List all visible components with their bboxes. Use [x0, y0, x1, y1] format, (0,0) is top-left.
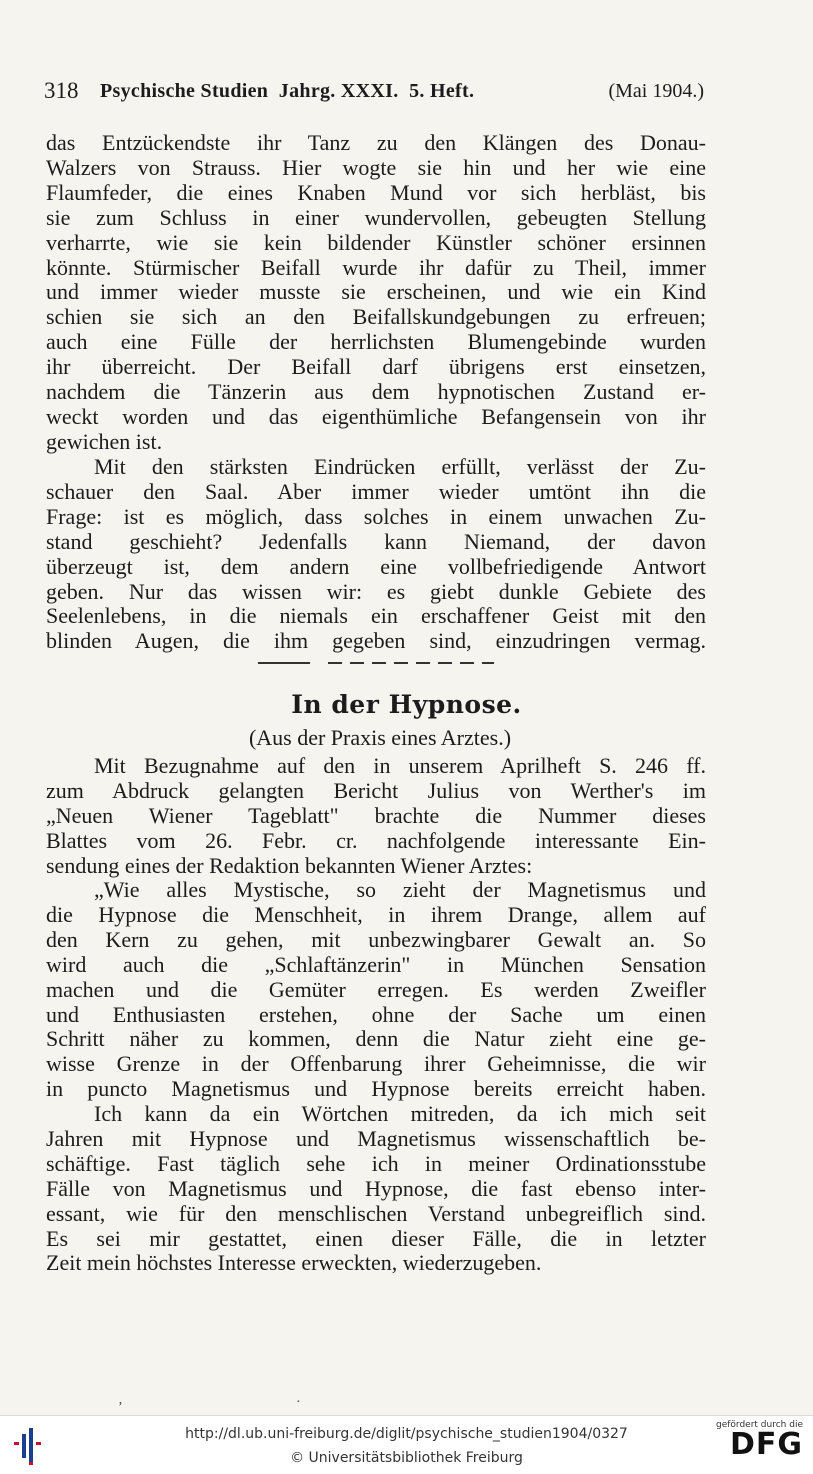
text-line: sendung eines der Redaktion bekannten Wiener Arztes: [46, 853, 533, 878]
viewer-footer [0, 1415, 813, 1474]
text-line: Seelenlebens, in die niemals ein erschaffener Geist mit den [46, 604, 706, 629]
text-line: geben. Nur das wissen wir: es giebt dunkle Gebiete des [46, 579, 706, 604]
text-line: „Neuen Wiener Tageblatt" brachte die Nummer dieses [46, 803, 706, 828]
text-line: in puncto Magnetismus und Hypnose bereits erreicht haben. [46, 1077, 706, 1102]
scan-speck: ʼ [118, 1400, 123, 1415]
text-line: sie zum Schluss in einer wundervollen, gebeugten Stellung [46, 205, 706, 230]
copyright-notice: © Universitätsbibliothek Freiburg [290, 1450, 523, 1466]
text-line: und immer wieder musste sie erscheinen, und wie ein Kind [46, 280, 706, 305]
text-line: wird auch die „Schlaftänzerin" in München Sensation [46, 952, 706, 977]
article-subtitle: (Aus der Praxis eines Arztes.) [248, 725, 512, 750]
divider-dashes [328, 662, 494, 664]
text-line: überzeugt ist, dem andern eine vollbefriedigende Antwort [46, 554, 706, 579]
text-line: Mit Bezugnahme auf den in unserem Aprilheft S. 246 ff. [94, 754, 706, 778]
text-line: Walzers von Strauss. Hier wogte sie hin und her wie eine [46, 155, 706, 180]
text-line: Jahren mit Hypnose und Magnetismus wissenschaftlich be- [46, 1126, 706, 1151]
text-line: Blattes vom 26. Febr. cr. nachfolgende interessante Ein- [46, 828, 706, 853]
running-title: Psychische Studien Jahrg. XXXI. 5. Heft. [100, 80, 475, 102]
section-divider [258, 662, 494, 664]
text-line: Schritt näher zu kommen, denn die Natur zieht eine ge- [46, 1027, 706, 1052]
text-line: Es sei mir gestattet, einen dieser Fälle, die in letzter [46, 1226, 706, 1251]
text-line: Mit den stärksten Eindrücken erfüllt, verlässt der Zu- [94, 455, 706, 479]
text-line: Ich kann da ein Wörtchen mitreden, da ich mich seit [94, 1102, 706, 1126]
text-line: wisse Grenze in der Offenbarung ihrer Geheimnisse, die wir [46, 1052, 706, 1077]
paragraph-2 [46, 455, 706, 654]
text-line: blinden Augen, die ihm gegeben sind, einzudringen vermag. [46, 629, 706, 654]
text-line: gewichen ist. [46, 429, 163, 454]
text-line: die Hypnose die Menschheit, in ihrem Drange, allem auf [46, 902, 706, 927]
issue-date: (Mai 1904.) [608, 80, 704, 102]
page-number: 318 [44, 78, 79, 103]
text-line: essant, wie für den menschlischen Verstand unbegreiflich sind. [46, 1201, 706, 1226]
dfg-caption: gefördert durch die [716, 1420, 803, 1430]
text-line: schäftige. Fast täglich sehe ich in meiner Ordinationsstube [46, 1151, 706, 1176]
text-line: und Enthusiasten erstehen, ohne der Sache um einen [46, 1002, 706, 1027]
text-line: Frage: ist es möglich, dass solches in einem unwachen Zu- [46, 504, 706, 529]
divider-rule [258, 662, 310, 664]
paragraph-1 [46, 131, 706, 455]
text-line: weckt worden und das eigenthümliche Befangensein von ihr [46, 404, 706, 429]
text-line: Flaumfeder, die eines Knaben Mund vor sich herbläst, bis [46, 180, 706, 205]
text-line: könnte. Stürmischer Beifall wurde ihr dafür zu Theil, immer [46, 255, 706, 280]
text-line: auch eine Fülle der herrlichsten Blumengebinde wurden [46, 330, 706, 355]
text-line: den Kern zu gehen, mit unbezwingbarer Gewalt an. So [46, 927, 706, 952]
paragraph-3 [46, 754, 706, 879]
article-title: In der Hypnose. [291, 690, 522, 719]
text-line: ihr überreicht. Der Beifall darf übrigens erst einsetzen, [46, 355, 706, 380]
text-line: verharrte, wie sie kein bildender Künstler schöner ersinnen [46, 230, 706, 255]
text-line: stand geschieht? Jedenfalls kann Niemand, der davon [46, 529, 706, 554]
text-line: Zeit mein höchstes Interesse erweckten, wiederzugeben. [46, 1251, 542, 1276]
source-url-link[interactable]: http://dl.ub.uni-freiburg.de/diglit/psychische_studien1904/0327 [185, 1426, 628, 1442]
text-line: Fälle von Magnetismus und Hypnose, die fast ebenso inter- [46, 1176, 706, 1201]
text-line: nachdem die Tänzerin aus dem hypnotischen Zustand er- [46, 380, 706, 405]
paragraph-4 [46, 878, 706, 1102]
text-line: schien sie sich an den Beifallskundgebungen zu erfreuen; [46, 305, 706, 330]
text-line: das Entzückendste ihr Tanz zu den Klängen des Donau- [46, 131, 706, 155]
dfg-logo [715, 1420, 803, 1470]
running-header [44, 78, 704, 108]
text-line: schauer den Saal. Aber immer wieder umtönt ihn die [46, 479, 706, 504]
text-line: zum Abdruck gelangten Bericht Julius von Werther's im [46, 778, 706, 803]
dfg-wordmark: DFG [729, 1427, 803, 1462]
text-line: machen und die Gemüter erregen. Es werden Zweifler [46, 977, 706, 1002]
paragraph-5 [46, 1102, 706, 1276]
scan-speck: · [296, 1395, 301, 1410]
text-line: „Wie alles Mystische, so zieht der Magnetismus und [94, 878, 706, 902]
